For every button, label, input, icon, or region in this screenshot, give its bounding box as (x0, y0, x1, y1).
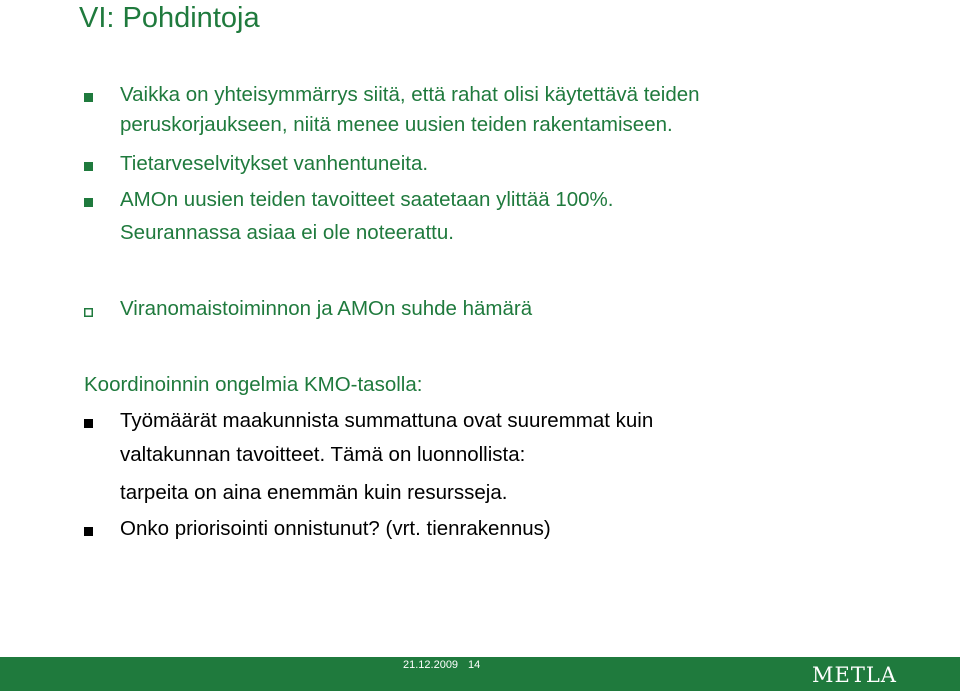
bullet-3-line-2: Seurannassa asiaa ei ole noteerattu. (120, 221, 454, 244)
footer-bar (0, 657, 960, 691)
square-bullet-icon (84, 523, 93, 532)
square-bullet-icon (84, 415, 93, 424)
bullet-5-line-2: valtakunnan tavoitteet. Tämä on luonnollista: (120, 443, 526, 466)
bullet-5-line-3: tarpeita on aina enemmän kuin resursseja. (120, 481, 508, 504)
bullet-5-line-1: Työmäärät maakunnista summattuna ovat suuremmat kuin (120, 409, 654, 432)
outline-bullet-icon (84, 304, 93, 313)
bullet-1-line-2: peruskorjaukseen, niitä menee uusien teiden rakentamiseen. (120, 113, 673, 136)
bullet-1-line-1: Vaikka on yhteisymmärrys siitä, että rahat olisi käytettävä teiden (120, 83, 700, 106)
square-bullet-icon (84, 194, 93, 203)
square-bullet-icon (84, 89, 93, 98)
metla-logo: METLA (812, 663, 897, 687)
square-bullet-icon (84, 158, 93, 167)
bullet-4-line-1: Viranomaistoiminnon ja AMOn suhde hämärä (120, 297, 533, 320)
section-subheading: Koordinoinnin ongelmia KMO-tasolla: (84, 373, 423, 396)
footer-date: 21.12.2009 (403, 659, 459, 671)
slide-title: VI: Pohdintoja (79, 2, 260, 34)
page-number: 14 (468, 659, 481, 671)
bullet-2-line-1: Tietarveselvitykset vanhentuneita. (120, 152, 429, 175)
bullet-3-line-1: AMOn uusien teiden tavoitteet saatetaan ylittää 100%. (120, 188, 614, 211)
bullet-6-line-1: Onko priorisointi onnistunut? (vrt. tienrakennus) (120, 517, 551, 540)
